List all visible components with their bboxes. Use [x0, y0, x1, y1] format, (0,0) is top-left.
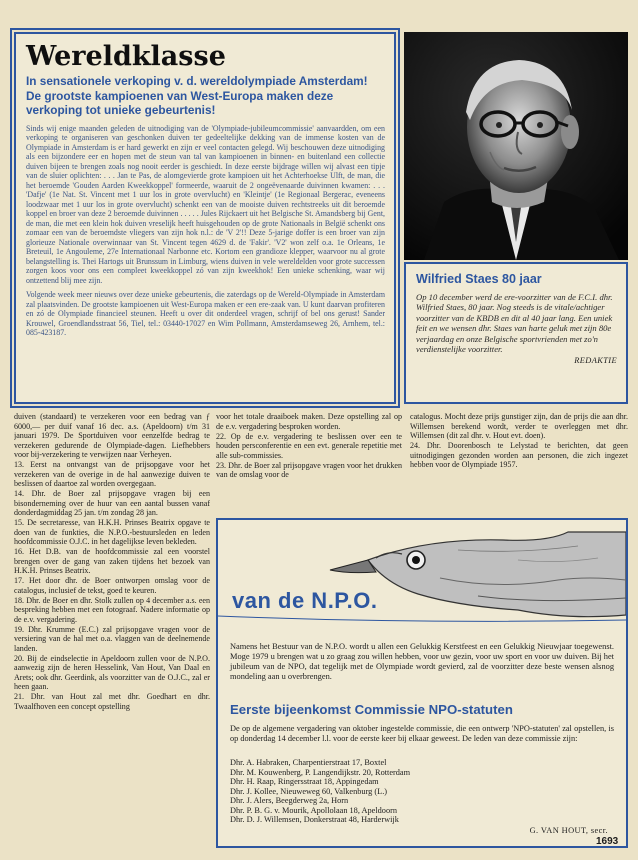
caption-title: Wilfried Staes 80 jaar	[416, 272, 542, 286]
minutes-item: 23. Dhr. de Boer zal prijsopgave vragen voor het drukken van de omslag voor de	[216, 460, 402, 479]
minutes-item: 13. Eerst na ontvangst van de prijsopgave voor het verzekeren van de overige in de hal aanwezige duiven te beslissen of daartoe zal worden overgegaan.	[14, 460, 210, 488]
page-number: 1693	[596, 836, 619, 847]
minutes-column-1	[14, 412, 210, 856]
npo-heading: Eerste bijeenkomst Commissie NPO-statuten	[230, 702, 513, 717]
npo-greeting: Namens het Bestuur van de N.P.O. wordt u allen een Gelukkig Kerstfeest en een Gelukkig Nieuwjaar toegewenst. Moge 1979 u brengen wat u zo graag zou willen hebben, voor uw gezin, voor uw sport en voor uw duiven. Bij het jubileum van de NPO, dat tegelijk met de Olympiade wordt gevierd, zal de voorzitter deze beste wensen alsnog mondeling aan u overbrengen.	[230, 642, 614, 681]
minutes-item: 22. Op de e.v. vergadering te beslissen over een te houden persconferentie en een evt. generale repetitie met alle sub-commissies.	[216, 431, 402, 460]
minutes-item: 20. Bij de eindselectie in Apeldoorn zullen voor de N.P.O. aanwezig zijn de heren Hesselink, Van Hout, Van Daal en Arets; ook dhr. Geerdink, als voorzitter van de O.J.C., zal er heen gaan.	[14, 653, 210, 691]
caption-box	[404, 262, 628, 404]
npo-body: De op de algemene vergadering van oktober ingestelde commissie, die een ontwerp 'NPO-statuten' zal opstellen, is op donderdag 14 december l.l. voor de eerste keer bij elkaar geweest. De leden van deze commissie zijn:	[230, 724, 614, 743]
list-item: Dhr. J. Kollee, Nieuweweg 60, Valkenburg (L.)	[230, 786, 388, 796]
npo-signature: G. VAN HOUT, secr.	[529, 826, 608, 835]
caption-signature: REDAKTIE	[574, 356, 617, 366]
minutes-item: 21. Dhr. van Hout zal met dhr. Goedhart en dhr. Twaalfhoven een concept opstelling	[14, 692, 210, 711]
member-list	[230, 758, 614, 825]
portrait-icon	[404, 32, 628, 260]
minutes-column-3	[410, 412, 628, 512]
npo-label: van de N.P.O.	[232, 588, 378, 613]
minutes-item: 19. Dhr. Krumme (E.C.) zal prijsopgave vragen voor de versiering van de hal met o.a. vlaggen van de deelnemende landen.	[14, 624, 210, 653]
portrait-photo	[404, 32, 628, 260]
feature-subtitle: In sensationele verkoping v. d. wereldolympiade Amsterdam! De grootste kampioenen van West-Europa maken deze verkoping tot unieke gebeurtenis!	[26, 74, 368, 118]
minutes-item: 18. Dhr. de Boer en dhr. Stolk zullen op 4 december a.s. een bespreking hebben met een fotograaf. Nadere informatie op de e.v. vergadering.	[14, 595, 210, 624]
npo-box	[216, 518, 628, 848]
feature-title: Wereldklasse	[26, 41, 226, 72]
minutes-item: 14. Dhr. de Boer zal prijsopgave vragen bij een bisonderneming over de huur van een aantal bussen vanaf donderdagmiddag 25 jan. t/m zondag 28 jan.	[14, 489, 210, 517]
caption-text: Op 10 december werd de ere-voorzitter van de F.C.I. dhr. Wilfried Staes, 80 jaar. Nog steeds is de vitale/achtiger voorzitter van de KBDB en dit al 40 jaar lang. Een uniek feit en we wensen dhr. Staes van harte geluk met zijn 80e verjaardag en onze Belgische sportvrienden met zo'n verdienstelijke voorzitter.	[416, 292, 613, 355]
minutes-item: duiven (standaard) te verzekeren voor een bedrag van ƒ 6000,— per duif vanaf 16 dec. a.s. (Apeldoorn) t/m 31 januari 1979. De Sportduiven voor eenzelfde bedrag te verzekeren gedurende de Olympiade-dagen. Liefhebbers voor bij-verzekering te verwijzen naar Verheyen.	[14, 412, 210, 459]
feature-paragraph: Sinds wij enige maanden geleden de uitnodiging van de 'Olympiade-jubileumcommissie' aanvaardden, om een verkoping te organiseren van geschonken duiven ter gedeeltelijke dekking van de immense kosten van de Olympiade in Amsterdam is er hard gewerkt en zijn er veel contacten gelegd. Wij beschouwen deze uitnodiging als een bijzondere eer en hopen met de steun van tal van kampioenen in binnen- en buitenland een collectie duiven bijeen te brengen zoals nog nooit eerder is geschiedt. In deze eerste bijdrage willen wij alvast een tipje van de sluier oplichten: . . . Jan te Pas, de alomgevierde grote kampioen uit het Achterhoekse Ulft, de man, die het beroemde 'Gouden Aarden Kweekkoppel' formeerde, waaruit de 2 ongeëvenaarde duivinnen kwamen: . . . 'Dafje' (1e Nat. St. Vincent met 1 uur los in grote overvlucht) en 'Kleintje' (1e Regionaal Bergerac, eveneens loodzwaar met 1 uur los in grote overvlucht) schenkt een van de mooiste duiven rechtstreeks uit dit beroemde koppel en broer van deze 2 beroemde duivinnen . . . . . Jules Rijckaert uit het Belgische St. Amandsberg bij Gent, de man, die met een klein hok duiven vreselijk heeft huisgehouden op de grote Nationaals in België schenkt ons zomaar een van de beroemdste vliegers van zijn hok n.l.: de 'V 2'!! Deze 5-jarige doffer is een broer van zijn glorieuze Nationale overwinnaar van St. Vincent tegen 4629 d. de 'Fakir'. 'V2' won zelf o.a. 1e Orleans, 1e Breteuil, 1e Angouleme, 27e Internationaal Narbonne etc. Kortom een grandioze klepper, waarvoor nu al grote belangstelling is. Thei Hartogs uit Brunssum in Limburg, wiens duiven in vele wereldelden voor grote successen zorgen koos voor ons een compleet kweekkoppel zó van zijn kweekhok! Een unieke schenking, waar wij ontzettend blij mee zijn.	[26, 123, 385, 285]
minutes-item: 16. Het D.B. van de hoofdcommissie zal een voorstel brengen over de gang van zaken tijdens het bezoek van H.K.H. Prinses Beatrix.	[14, 547, 210, 575]
list-item: Dhr. M. Kouwenberg, P. Langendijkstr. 20, Rotterdam	[230, 767, 411, 777]
feature-article	[14, 32, 396, 404]
minutes-column-2	[216, 412, 402, 502]
list-item: Dhr. H. Raap, Ringersstraat 18, Appingedam	[230, 777, 379, 786]
minutes-item: catalogus. Mocht deze prijs gunstiger zijn, dan de prijs die aan dhr. Willemsen berekend wordt, verder te overleggen met dhr. Willemsen (dit zal dhr. v. Hout evt. doen).	[410, 412, 628, 440]
minutes-item: 24. Dhr. Doorenbosch te Lelystad te berichten, dat geen uitnodigingen gezonden worden aan personen, die zich ingezet hebben voor de Olympiade 1957.	[410, 441, 628, 469]
list-item: Dhr. J. Alers, Beegderweg 2a, Horn	[230, 796, 349, 805]
list-item: Dhr. D. J. Willemsen, Donkerstraat 48, Harderwijk	[230, 815, 399, 824]
list-item: Dhr. P. B. G. v. Mourik, Apollolaan 18, Apeldoorn	[230, 805, 398, 815]
minutes-item: voor het totale draaiboek maken. Deze opstelling zal op de e.v. vergadering besproken worden.	[216, 412, 402, 431]
feature-paragraph: Volgende week meer nieuws over deze unieke gebeurtenis, die zaterdags op de Wereld-Olympiade in Amsterdam zal plaatsvinden. De grootste kampioenen uit West-Europa maken er een ere-zaak van. U kunt daarvan profiteren en zó de Olympiade financieel steunen. Heeft u over dit onderdeel vragen, schrijf of bel ons gerust! Sander Krouwel, Groendlandsstraat 56, Tiel, tel.: 03440-17027 en Wim Pollmann, Amsterdamseweg 26, Arnhem, tel.: 085-423187.	[26, 290, 385, 338]
minutes-item: 15. De secretaresse, van H.K.H. Prinses Beatrix opgave te doen van de funkties, die N.P.O.-bestuursleden en leden hoofdcommissie O.J.C. in het dagelijkse leven bekleden.	[14, 518, 210, 546]
list-item: Dhr. A. Habraken, Charpentierstraat 17, Boxtel	[230, 758, 387, 767]
minutes-item: 17. Het door dhr. de Boer ontworpen omslag voor de catalogus, inclusief de tekst, goed te keuren.	[14, 576, 210, 595]
